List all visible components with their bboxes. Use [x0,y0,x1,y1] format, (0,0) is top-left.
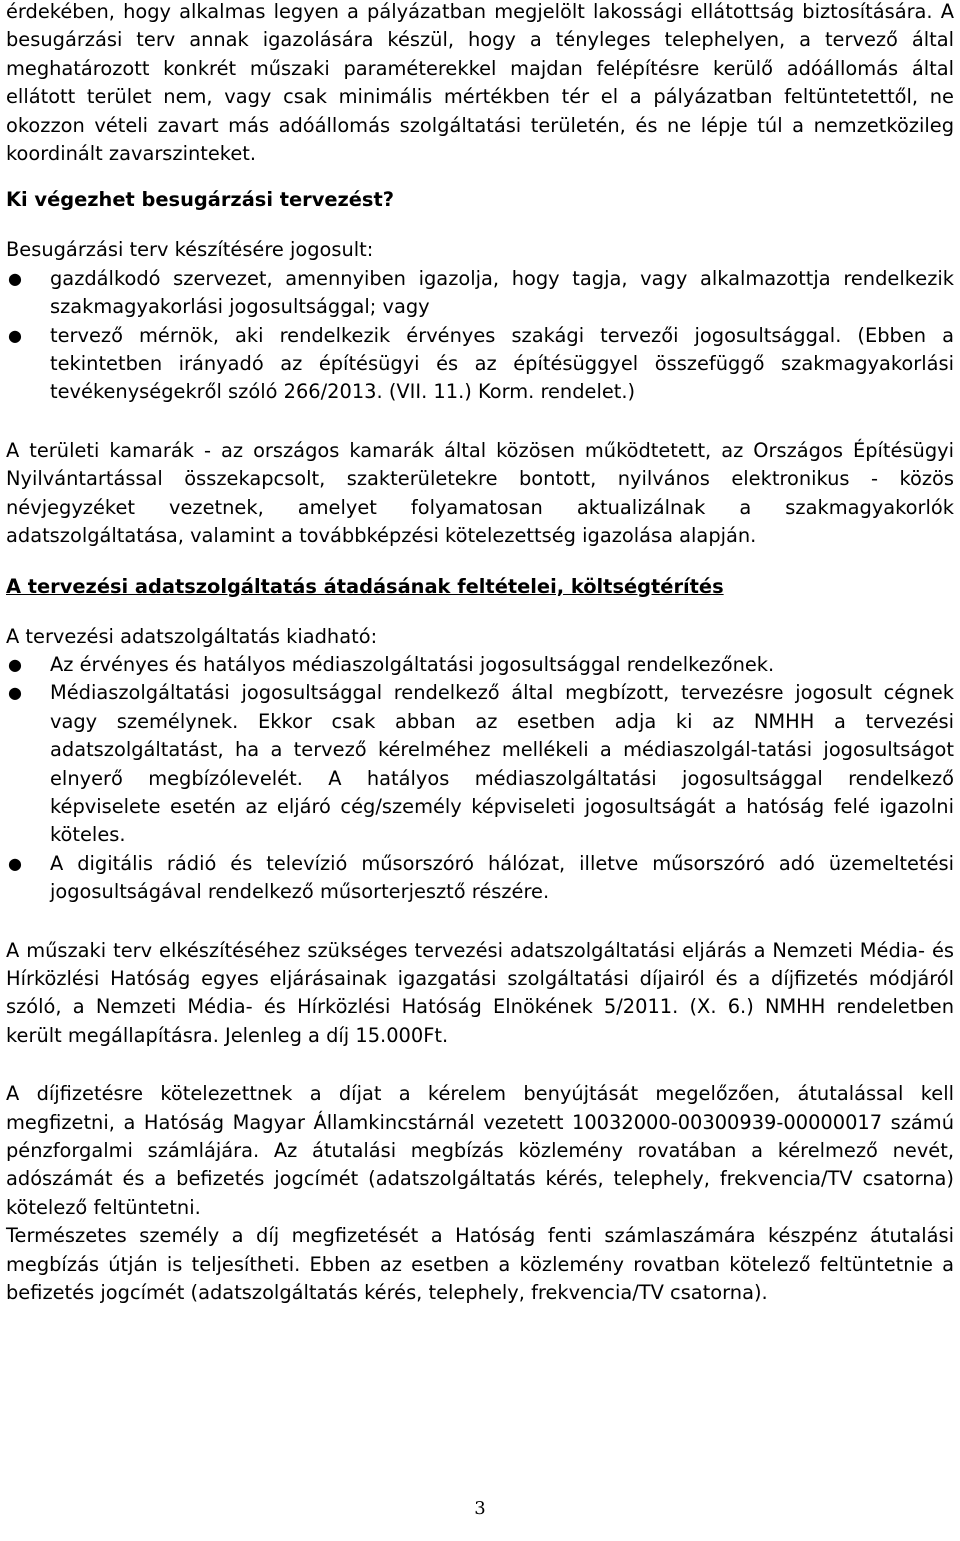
list-item: ● Az érvényes és hatályos médiaszolgáltatási jogosultsággal rendelkezőnek. [6,651,954,679]
list-item: ● A digitális rádió és televízió műsorszóró hálózat, illetve műsorszóró adó üzemeltetési jogosultságával rendelkező műsorterjesztő részére. [8,851,954,904]
heading-conditions: A tervezési adatszolgáltatás átadásának feltételei, költségtérítés [6,574,724,598]
chambers-paragraph: A területi kamarák - az országos kamarák által közösen működtetett, az Országos Építésügyi Nyilvántartással összekapcsolt, szakterületekre bontott, nyilvános elektronikus - közös névjegyzéket vezetnek, amelyet folyamatosan aktualizálnak a szakmagyakorlók adatszolgáltatása, valamint a továbbképzési kötelezettség igazolása alapján. [6,438,954,548]
intro-paragraph: érdekében, hogy alkalmas legyen a pályázatban megjelölt lakossági ellátottság biztosítására. A besugárzási terv annak igazolására készül, hogy a tényleges telephelyen, a tervező által meghatározott konkrét műszaki paraméterekkel majdan felépítésre kerülő adóállomás által ellátott terület nem, vagy csak minimális mértékben tér el a pályázatban feltüntetettől, ne okozzon vételi zavart más adóállomás szolgáltatási területén, és ne lépje túl a nemzetközileg koordinált zavarszinteket. [6,0,954,166]
document-page [6,0,954,1307]
bullet-icon: ● [8,325,22,345]
fee-paragraph: A műszaki terv elkészítéséhez szükséges tervezési adatszolgáltatási eljárás a Nemzeti Média- és Hírközlési Hatóság egyes eljárásainak igazgatási szolgáltatási díjairól és a díjfizetés módjáról szóló, a Nemzeti Média- és Hírközlési Hatóság Elnökének 5/2011. (X. 6.) NMHH rendeletben került megállapításra. Jelenleg a díj 15.000Ft. [6,938,954,1047]
bullet-icon: ● [8,683,22,703]
list1-intro: Besugárzási terv készítésére jogosult: [6,238,374,262]
list-item: ● Médiaszolgáltatási jogosultsággal rendelkező által megbízott, tervezésre jogosult cégnek vagy személynek. Ekkor csak abban az esetben adja ki az NMHH a tervezési adatszolgáltatást, ha a tervező kérelméhez mellékeli a médiaszolgál-tatási jogosultságot elnyerő megbízólevelét. A hatályos médiaszolgáltatási jogosultsággal rendelkező képviselete esetén az eljáró cég/személy képviseleti jogosultságát a hatóság felé igazolni köteles. [8,681,954,847]
list-item: ● tervező mérnök, aki rendelkezik érvényes szakági tervezői jogosultsággal. (Ebben a tekintetben irányadó az építésügyi és az építésüggyel összefüggő szakmagyakorlási tevékenységekről szóló 266/2013. (VII. 11.) Korm. rendelet.) [8,323,954,404]
heading-who-can-plan: Ki végezhet besugárzási tervezést? [6,188,394,212]
list2-intro: A tervezési adatszolgáltatás kiadható: [6,624,378,648]
natural-person-paragraph: Természetes személy a díj megfizetését a Hatóság fenti számlaszámára készpénz átutalási megbízás útján is teljesítheti. Ebben az esetben a közlemény rovatban kötelező feltüntetnie a befizetés jogcímét (adatszolgáltatás kérés, telephely, frekvencia/TV csatorna). [6,1224,954,1305]
eligibility-list [6,265,954,407]
bullet-icon: ● [8,654,22,674]
bullet-icon: ● [8,853,22,873]
bullet-icon: ● [8,268,22,288]
recipient-list [6,651,954,907]
page-number: 3 [474,1498,486,1519]
payment-paragraph: A díjfizetésre kötelezettnek a díjat a kérelem benyújtását megelőzően, átutalással kell megfizetni, a Hatóság Magyar Államkincstárnál vezetett 10032000-00300939-00000017 számú pénzforgalmi számlájára. Az átutalási megbízás közlemény rovatában a kérelmező nevét, adószámát és a befizetés jogcímét (adatszolgáltatás kérés, telephely, frekvencia/TV csatorna) kötelező feltüntetni. [6,1082,954,1219]
list-item: ● gazdálkodó szervezet, amennyiben igazolja, hogy tagja, vagy alkalmazottja rendelkezik szakmagyakorlási jogosultsággal; vagy [8,266,954,319]
